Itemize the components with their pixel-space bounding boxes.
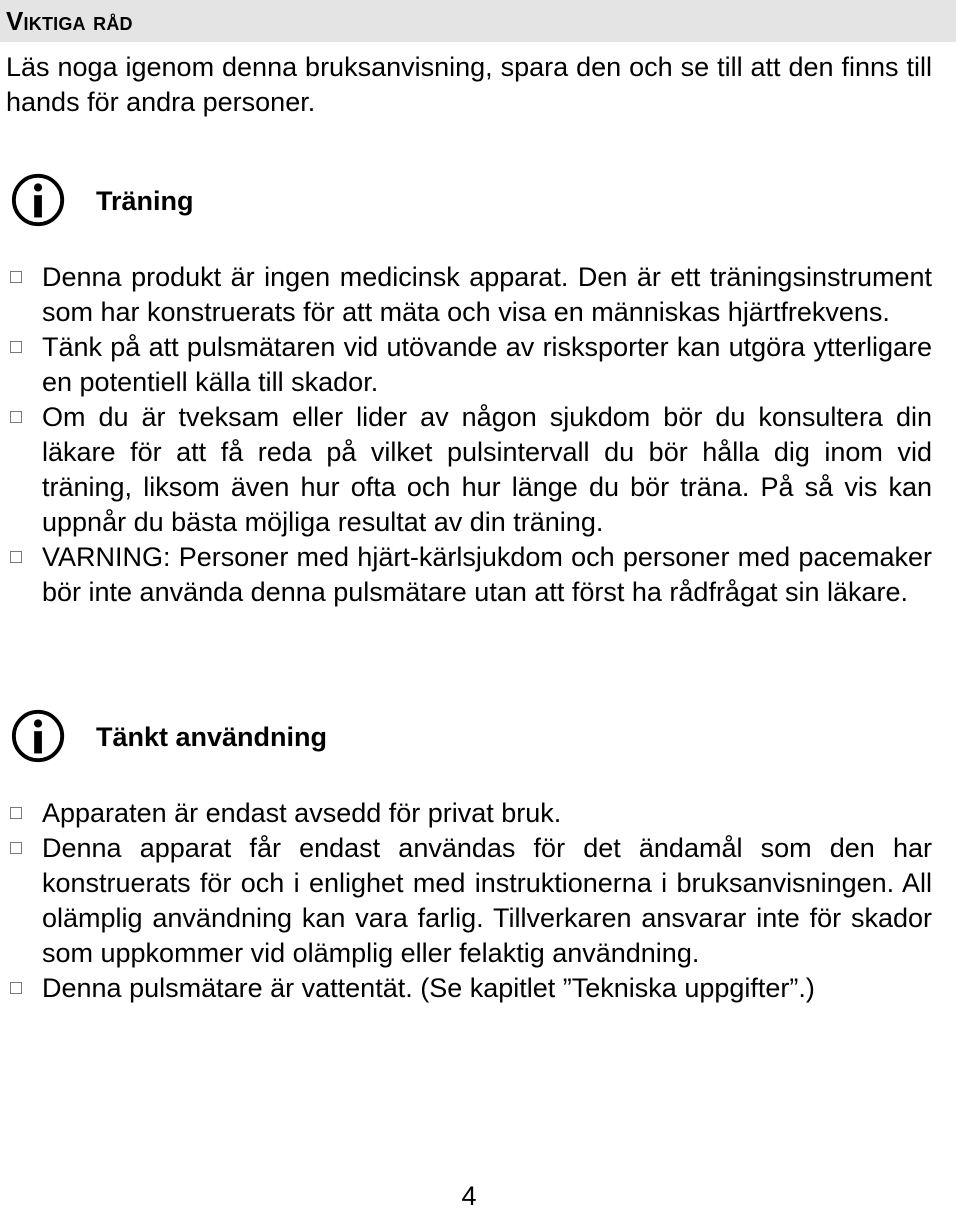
square-bullet-icon <box>10 551 22 563</box>
header-bar <box>0 0 956 42</box>
training-bullet-list <box>0 260 932 610</box>
list-item <box>0 330 932 400</box>
square-bullet-icon <box>10 842 22 854</box>
square-bullet-icon <box>10 411 22 423</box>
square-bullet-icon <box>10 807 22 819</box>
info-icon <box>10 708 68 766</box>
list-item-text: Denna produkt är ingen medicinsk apparat. Den är ett träningsinstrument som har konstruerats för att mäta och visa en människas hjärtfrekvens. <box>42 262 932 327</box>
section-heading-intended-use <box>10 708 710 768</box>
list-item <box>0 400 932 540</box>
list-item <box>0 260 932 330</box>
section-title: Träning <box>96 186 194 216</box>
list-item <box>0 831 932 971</box>
list-item <box>0 971 932 1006</box>
intro-paragraph: Läs noga igenom denna bruksanvisning, spara den och se till att den finns till hands för andra personer. <box>6 52 932 117</box>
section-heading-training <box>10 172 710 232</box>
list-item-text: Denna apparat får endast användas för det ändamål som den har konstruerats för och i enlighet med instruktionerna i bruksanvisningen. All olämplig användning kan vara farlig. Tillverkaren ansvarar inte för skador som uppkommer vid olämplig eller felaktig användning. <box>42 833 932 968</box>
list-item <box>0 540 932 610</box>
section-title: Tänkt användning <box>96 722 328 752</box>
square-bullet-icon <box>10 341 22 353</box>
square-bullet-icon <box>10 271 22 283</box>
list-item-text: Tänk på att pulsmätaren vid utövande av risksporter kan utgöra ytterligare en potentiell källa till skador. <box>42 332 932 397</box>
page-number: 4 <box>461 1181 477 1211</box>
page-title: Viktiga råd <box>6 6 133 36</box>
intended-use-bullet-list <box>0 796 932 1006</box>
list-item <box>0 796 932 831</box>
list-item-text: Om du är tveksam eller lider av någon sjukdom bör du konsultera din läkare för att få reda på vilket pulsintervall du bör hålla dig inom vid träning, liksom även hur ofta och hur länge du bör träna. På så vis kan uppnår du bästa möjliga resultat av din träning. <box>42 402 932 537</box>
info-icon <box>10 172 68 230</box>
list-item-text: Denna pulsmätare är vattentät. (Se kapitlet ”Tekniska uppgifter”.) <box>42 973 815 1003</box>
list-item-text: Apparaten är endast avsedd för privat bruk. <box>42 798 562 828</box>
square-bullet-icon <box>10 982 22 994</box>
list-item-text: VARNING: Personer med hjärt-kärlsjukdom och personer med pacemaker bör inte använda denna pulsmätare utan att först ha rådfrågat sin läkare. <box>42 542 932 607</box>
